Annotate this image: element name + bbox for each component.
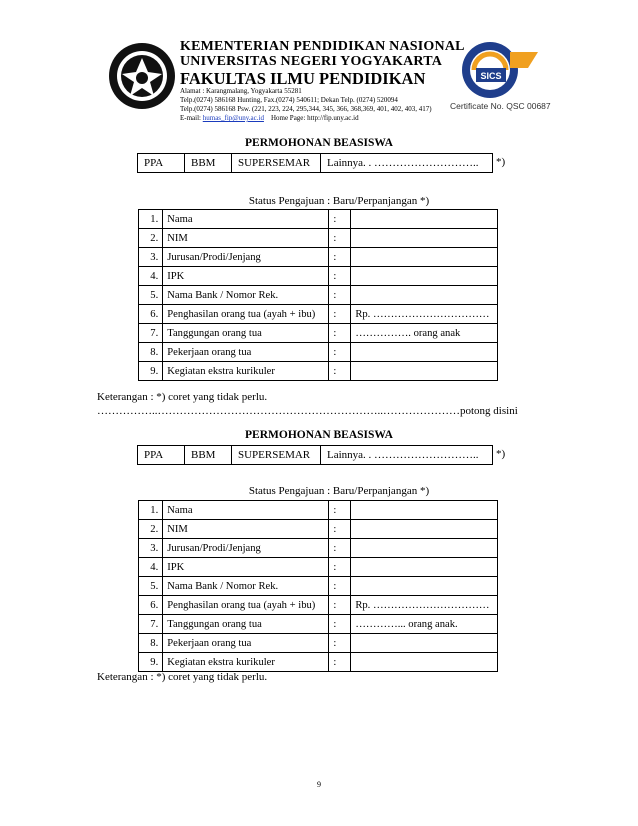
row-label: IPK <box>163 267 329 286</box>
row-colon: : <box>329 615 351 634</box>
row-colon: : <box>329 229 351 248</box>
program-option[interactable]: SUPERSEMAR <box>232 446 321 465</box>
university-seal-logo <box>108 42 176 110</box>
row-label: Penghasilan orang tua (ayah + ibu) <box>163 305 329 324</box>
form-row <box>139 539 498 558</box>
row-number: 1. <box>139 210 163 229</box>
row-value-field[interactable]: …………... orang anak. <box>351 615 498 634</box>
row-colon: : <box>329 539 351 558</box>
row-number: 9. <box>139 362 163 381</box>
row-number: 4. <box>139 558 163 577</box>
form-row <box>139 229 498 248</box>
ministry-name: KEMENTERIAN PENDIDIKAN NASIONAL <box>180 39 465 54</box>
form1-note: Keterangan : *) coret yang tidak perlu. <box>97 391 268 403</box>
svg-text:SICS: SICS <box>480 71 502 81</box>
row-colon: : <box>329 362 351 381</box>
form-row <box>139 305 498 324</box>
row-value-field[interactable] <box>351 653 498 672</box>
form-row <box>139 596 498 615</box>
row-value-field[interactable] <box>351 286 498 305</box>
row-colon: : <box>329 558 351 577</box>
form-row <box>139 362 498 381</box>
faculty-name: FAKULTAS ILMU PENDIDIKAN <box>180 69 426 88</box>
row-colon: : <box>329 577 351 596</box>
row-label: Jurusan/Prodi/Jenjang <box>163 248 329 267</box>
row-value-field[interactable] <box>351 634 498 653</box>
form-row <box>139 210 498 229</box>
phone-line-2: Telp.(0274) 586168 Psw. (221, 223, 224, 295,344, 345, 366, 368,369, 401, 402, 403, 417) <box>180 105 432 113</box>
row-value-field[interactable]: ……………. orang anak <box>351 324 498 343</box>
program-option[interactable]: PPA <box>138 154 185 173</box>
row-number: 4. <box>139 267 163 286</box>
row-number: 3. <box>139 539 163 558</box>
row-value-field[interactable] <box>351 520 498 539</box>
row-label: Tanggungan orang tua <box>163 324 329 343</box>
row-colon: : <box>329 324 351 343</box>
row-colon: : <box>329 520 351 539</box>
program-option[interactable]: PPA <box>138 446 185 465</box>
phone-line-1: Telp.(0274) 586168 Hunting, Fax.(0274) 540611; Dekan Telp. (0274) 520094 <box>180 96 398 104</box>
form-row <box>139 324 498 343</box>
row-value-field[interactable] <box>351 229 498 248</box>
row-label: Jurusan/Prodi/Jenjang <box>163 539 329 558</box>
row-colon: : <box>329 267 351 286</box>
row-value-field[interactable] <box>351 267 498 286</box>
row-value-field[interactable] <box>351 501 498 520</box>
form-row <box>139 267 498 286</box>
row-number: 5. <box>139 286 163 305</box>
form1-title: PERMOHONAN BEASISWA <box>245 137 393 149</box>
form2-note: Keterangan : *) coret yang tidak perlu. <box>97 671 268 683</box>
form1-program-table <box>137 153 493 173</box>
row-label: NIM <box>163 520 329 539</box>
row-value-field[interactable] <box>351 539 498 558</box>
form-row <box>139 653 498 672</box>
row-number: 7. <box>139 615 163 634</box>
row-value-field[interactable] <box>351 210 498 229</box>
form2-status: Status Pengajuan : Baru/Perpanjangan *) <box>248 485 430 497</box>
row-value-field[interactable] <box>351 362 498 381</box>
form1-status: Status Pengajuan : Baru/Perpanjangan *) <box>248 195 430 207</box>
row-colon: : <box>329 653 351 672</box>
program-option[interactable]: SUPERSEMAR <box>232 154 321 173</box>
row-colon: : <box>329 305 351 324</box>
row-colon: : <box>329 210 351 229</box>
row-colon: : <box>329 248 351 267</box>
form1-table <box>138 209 498 381</box>
form-row <box>139 286 498 305</box>
row-value-field[interactable] <box>351 248 498 267</box>
page-number: 9 <box>317 780 321 789</box>
contact-line <box>180 114 359 123</box>
form-row <box>139 343 498 362</box>
row-label: Kegiatan ekstra kurikuler <box>163 653 329 672</box>
row-number: 1. <box>139 501 163 520</box>
row-colon: : <box>329 501 351 520</box>
row-label: Nama <box>163 210 329 229</box>
row-label: Kegiatan ekstra kurikuler <box>163 362 329 381</box>
row-number: 8. <box>139 634 163 653</box>
row-label: Nama Bank / Nomor Rek. <box>163 286 329 305</box>
address-line: Alamat : Karangmalang, Yogyakarta 55281 <box>180 87 302 95</box>
row-value-field[interactable] <box>351 343 498 362</box>
row-value-field[interactable] <box>351 558 498 577</box>
form-row <box>139 558 498 577</box>
row-number: 8. <box>139 343 163 362</box>
program-note-marker: *) <box>496 448 506 460</box>
row-label: Tanggungan orang tua <box>163 615 329 634</box>
row-label: IPK <box>163 558 329 577</box>
row-colon: : <box>329 634 351 653</box>
form2-program-table <box>137 445 493 465</box>
row-label: Nama Bank / Nomor Rek. <box>163 577 329 596</box>
row-label: Nama <box>163 501 329 520</box>
row-number: 9. <box>139 653 163 672</box>
program-option[interactable]: BBM <box>185 446 232 465</box>
form-row <box>139 615 498 634</box>
form2-title: PERMOHONAN BEASISWA <box>245 429 393 441</box>
row-label: Pekerjaan orang tua <box>163 634 329 653</box>
row-value-field[interactable]: Rp. …………………………… <box>351 596 498 615</box>
row-label: NIM <box>163 229 329 248</box>
row-number: 7. <box>139 324 163 343</box>
form-row <box>139 634 498 653</box>
row-number: 3. <box>139 248 163 267</box>
row-colon: : <box>329 596 351 615</box>
row-number: 2. <box>139 229 163 248</box>
row-label: Pekerjaan orang tua <box>163 343 329 362</box>
form-row <box>139 501 498 520</box>
email-link[interactable]: humas_fip@uny.ac.id <box>202 114 264 122</box>
row-number: 5. <box>139 577 163 596</box>
homepage-text: Home Page: http://fip.uny.ac.id <box>270 114 359 122</box>
row-label: Penghasilan orang tua (ayah + ibu) <box>163 596 329 615</box>
form2-table <box>138 500 498 672</box>
form-row <box>139 577 498 596</box>
form-row <box>139 520 498 539</box>
row-number: 6. <box>139 305 163 324</box>
certificate-number: Certificate No. QSC 00687 <box>450 101 551 111</box>
row-value-field[interactable] <box>351 577 498 596</box>
email-label: E-mail: <box>180 114 201 122</box>
row-value-field[interactable]: Rp. …………………………… <box>351 305 498 324</box>
row-colon: : <box>329 343 351 362</box>
program-option[interactable]: Lainnya. . ……………………….. <box>321 446 493 465</box>
university-name: UNIVERSITAS NEGERI YOGYAKARTA <box>180 54 443 69</box>
row-colon: : <box>329 286 351 305</box>
program-note-marker: *) <box>496 156 506 168</box>
form-row <box>139 248 498 267</box>
row-number: 2. <box>139 520 163 539</box>
row-number: 6. <box>139 596 163 615</box>
program-option[interactable]: BBM <box>185 154 232 173</box>
cut-line: ……………..……………………………………………………..…………………potong disini <box>97 405 518 417</box>
program-option[interactable]: Lainnya. . ……………………….. <box>321 154 493 173</box>
